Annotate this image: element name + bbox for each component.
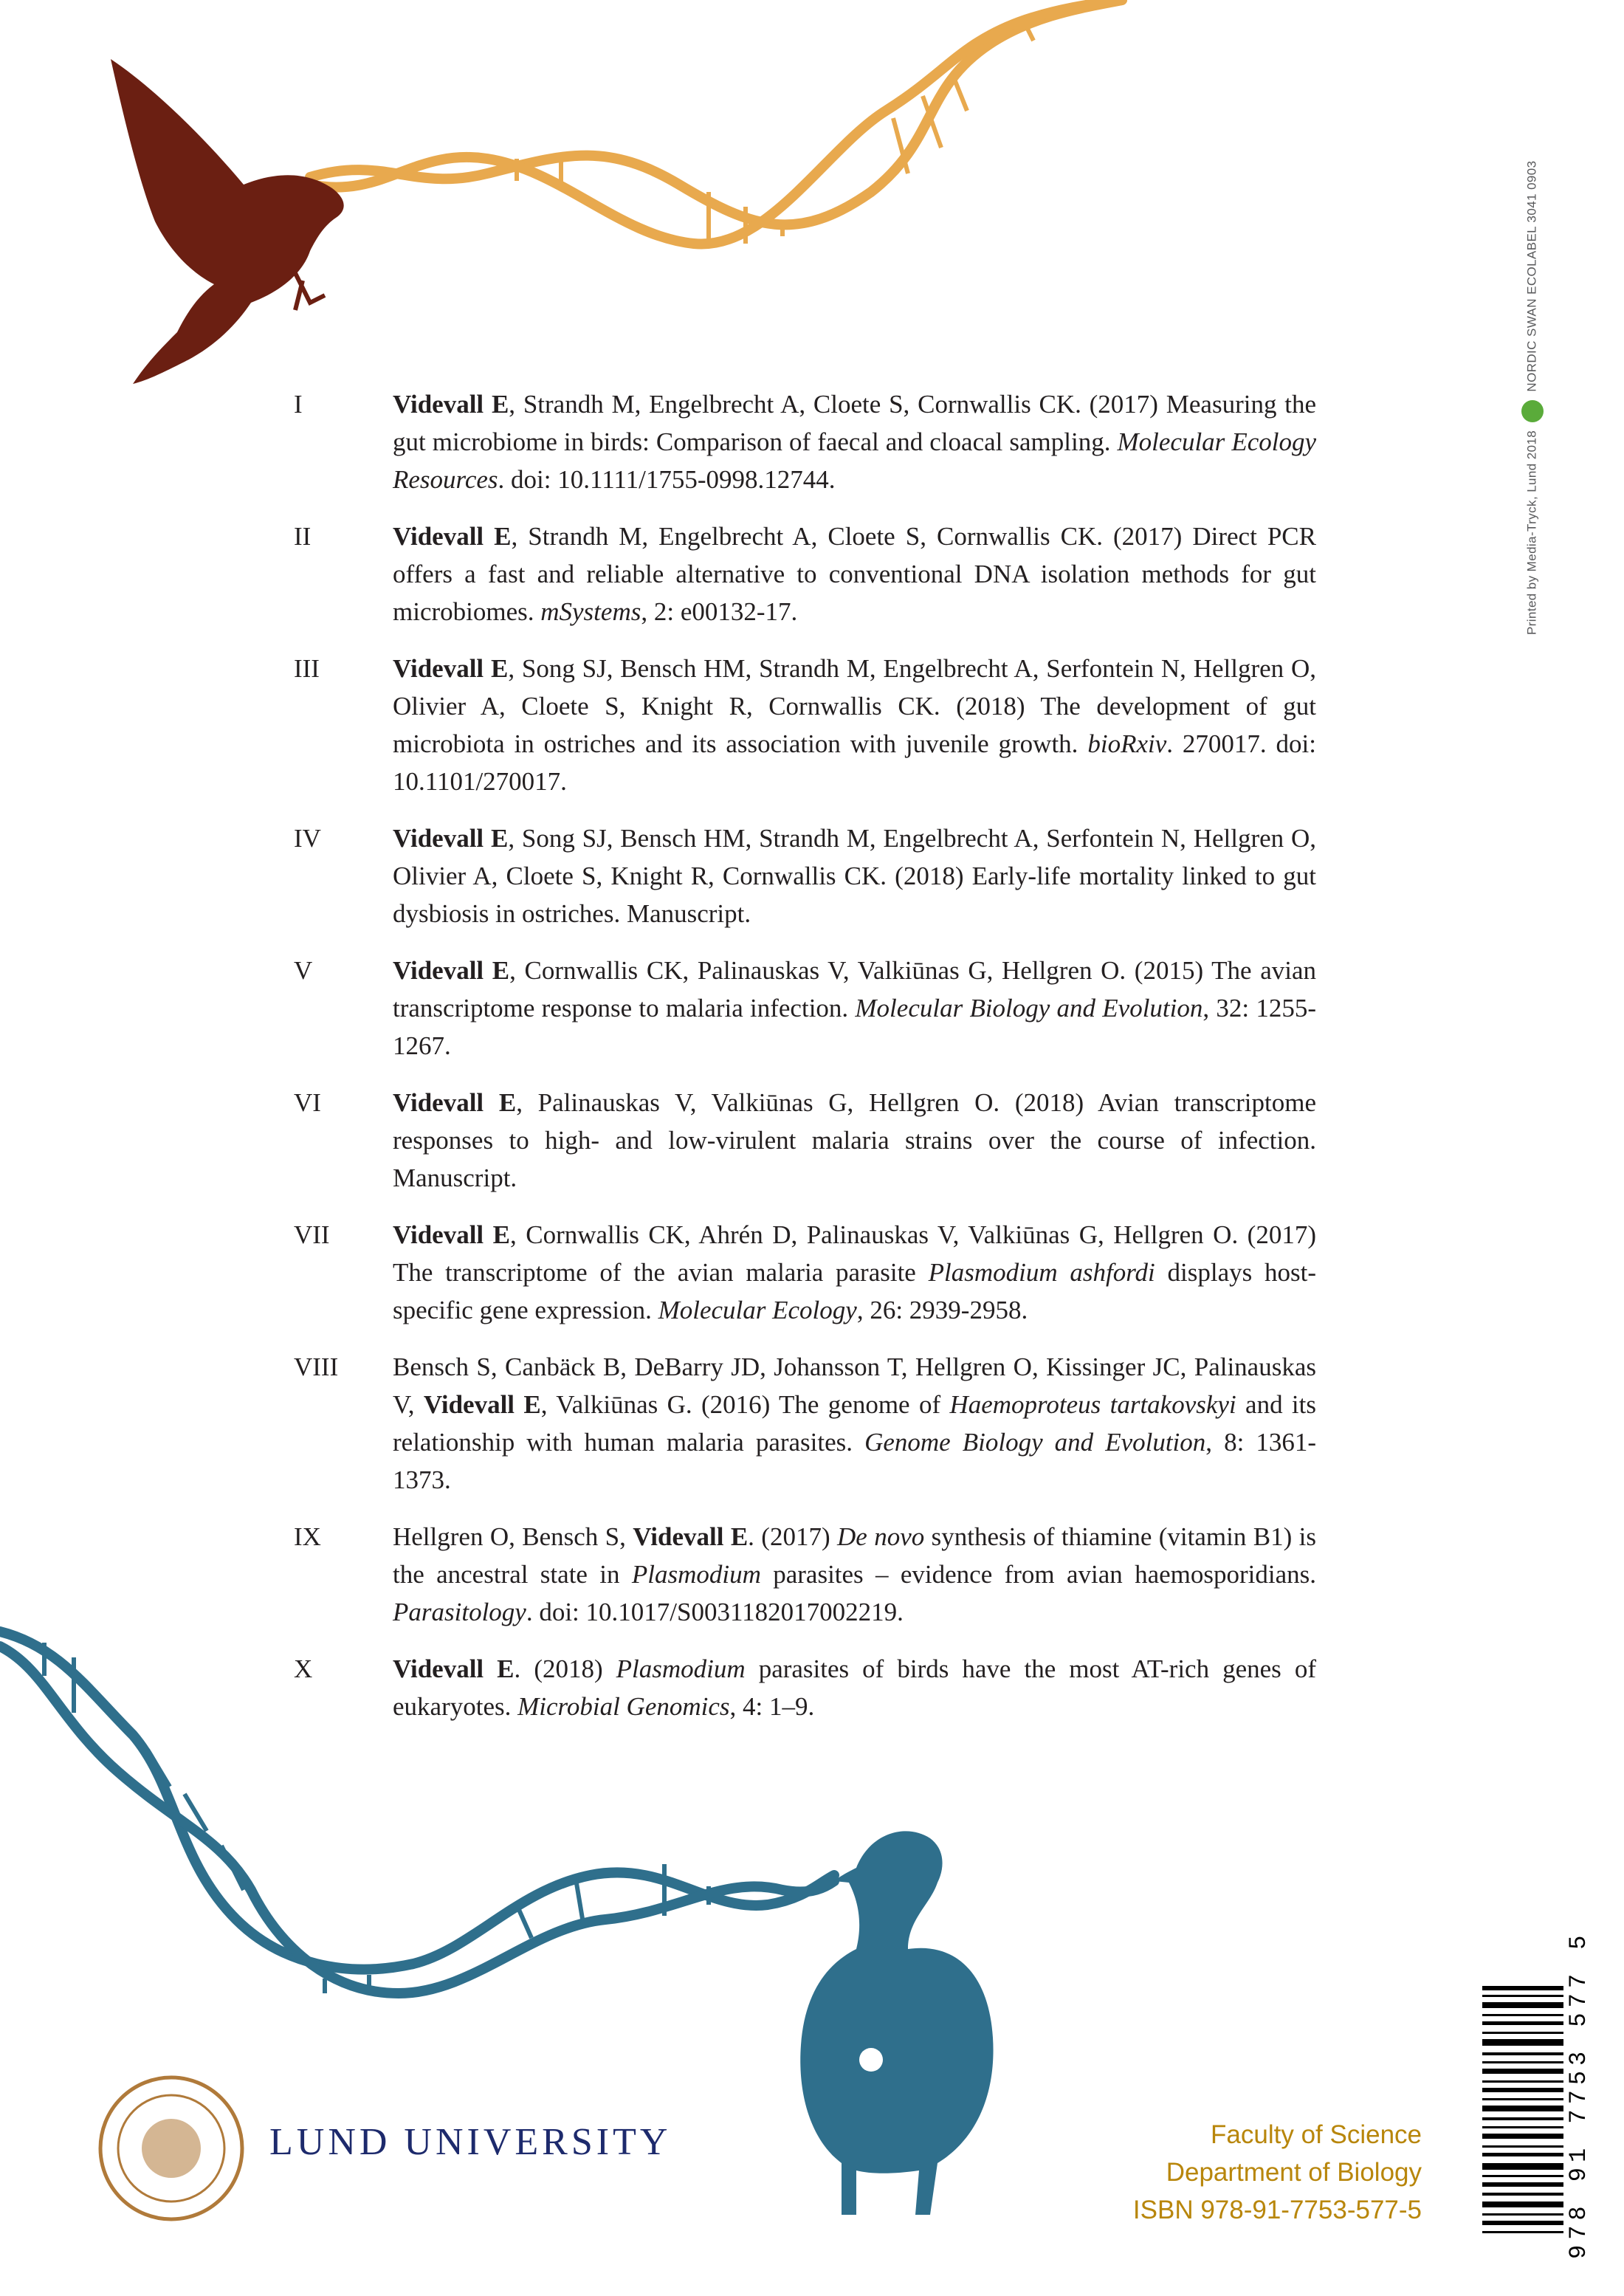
citation-bold: Videvall E [393,522,512,551]
bird-silhouette-icon [111,59,344,384]
citation-rest: , Cornwallis CK, Palinauskas V, Valkiūnas G, Hellgren O. (2015) The avian transcriptome response to malaria infection. [393,956,1316,1022]
citation-rest: , Palinauskas V, Valkiūnas G, Hellgren O. (2018) Avian transcriptome responses to high- and low-virulent malaria strains over the course of infection. Manuscript. [393,1088,1317,1192]
publication-list [294,385,1316,1745]
publication-citation [393,956,1316,1060]
citation-journal: Molecular Ecology Resources [393,427,1316,494]
publication-citation [393,1654,1316,1721]
citation-tail2: parasites – evidence from avian haemosporidians. [760,1560,1317,1589]
citation-bold: Videvall E [393,390,509,419]
publication-numeral: VIII [294,1352,339,1381]
citation-journal3: Parasitology [393,1598,526,1626]
citation-bold: Videvall E [423,1390,541,1419]
bird-legs [295,273,325,310]
citation-tail: parasites of birds have the most AT-rich genes of eukaryotes. [393,1654,1316,1721]
publication-item [294,819,1316,932]
citation-bold: Videvall E [393,956,510,985]
publication-item [294,518,1316,630]
publication-numeral: VII [294,1220,330,1249]
citation-bold: Videvall E [633,1522,749,1551]
publication-item [294,1348,1316,1499]
publication-item [294,1084,1316,1197]
citation-bold: Videvall E [393,654,509,683]
citation-tail: and its relationship with human malaria parasites. [393,1390,1316,1457]
publication-item [294,1650,1316,1725]
citation-rest: , Cornwallis CK, Ahrén D, Palinauskas V, Valkiūnas G, Hellgren O. (2017) The transcriptome of the avian malaria parasite [393,1220,1316,1287]
citation-journal: De novo [837,1522,925,1551]
citation-journal2: Plasmodium [631,1560,761,1589]
publication-item [294,385,1316,498]
dna-helix-top-icon [310,0,1122,244]
publication-citation [393,1220,1316,1324]
citation-tail2: , 4: 1–9. [729,1692,815,1721]
citation-rest: , Strandh M, Engelbrecht A, Cloete S, Cornwallis CK. (2017) Direct PCR offers a fast and reliable alternative to conventional DNA isolation methods for gut microbiomes. [393,522,1316,626]
citation-rest: , Song SJ, Bensch HM, Strandh M, Engelbrecht A, Serfontein N, Hellgren O, Olivier A, Cloete S, Knight R, Cornwallis CK. (2018) Early-life mortality linked to gut dysbiosis in ostriches. Manuscript. [393,824,1316,928]
publication-item [294,650,1316,800]
citation-journal: Molecular Biology and Evolution [855,994,1203,1022]
citation-tail: displays host-specific gene expression. [393,1258,1316,1324]
university-name: LUND UNIVERSITY [269,2121,672,2163]
citation-rest: . (2018) [514,1654,616,1683]
citation-tail: , 2: e00132-17. [641,597,798,626]
publication-citation [393,1522,1316,1626]
publication-citation [393,654,1316,796]
publication-numeral: I [294,390,303,419]
publication-citation [393,522,1316,626]
citation-lead: Hellgren O, Bensch S, [393,1522,633,1551]
citation-rest: , Strandh M, Engelbrecht A, Cloete S, Cornwallis CK. (2017) Measuring the gut microbiome in birds: Comparison of faecal and cloacal sampling. [393,390,1316,456]
citation-bold: Videvall E [393,1220,510,1249]
publication-numeral: IX [294,1522,321,1551]
publication-citation [393,390,1316,494]
publication-citation [393,1352,1316,1494]
publication-numeral: V [294,956,313,985]
citation-journal: Haemoproteus tartakovskyi [949,1390,1236,1419]
university-seal-icon [100,2077,242,2219]
citation-bold: Videvall E [393,1654,515,1683]
citation-tail: synthesis of thiamine (vitamin B1) is the ancestral state in [393,1522,1316,1589]
department-line: Department of Biology [1166,2158,1422,2187]
citation-rest: , Valkiūnas G. (2016) The genome of [540,1390,950,1419]
faculty-line: Faculty of Science [1211,2120,1422,2149]
printer-text: Printed by Media-Tryck, Lund 2018 [1524,430,1539,635]
citation-tail3: . doi: 10.1017/S0031182017002219. [526,1598,904,1626]
citation-bold: Videvall E [393,1088,517,1117]
citation-journal: Plasmodium [616,1654,746,1683]
citation-journal2: Microbial Genomics [517,1692,730,1721]
citation-rest: . (2017) [748,1522,838,1551]
publication-numeral: III [294,654,320,683]
publication-item [294,952,1316,1065]
publication-numeral: X [294,1654,313,1683]
publication-item [294,1216,1316,1329]
citation-journal: mSystems [540,597,641,626]
barcode-icon [1482,1986,1563,2233]
publication-numeral: IV [294,824,321,853]
barcode-digits: 978 91 7753 577 5 [1565,1930,1592,2259]
publication-citation [393,824,1316,928]
citation-journal: bioRxiv [1087,729,1167,758]
publication-numeral: II [294,522,312,551]
citation-journal2: Genome Biology and Evolution [864,1428,1206,1457]
citation-tail: . doi: 10.1111/1755-0998.12744. [498,465,836,494]
citation-rest: , Song SJ, Bensch HM, Strandh M, Engelbrecht A, Serfontein N, Hellgren O, Olivier A, Cloete S, Knight R, Cornwallis CK. (2018) The development of gut microbiota in ostriches and its association with juvenile growth. [393,654,1316,758]
footer-info [1070,2116,1422,2229]
printer-ecolabel-note [1521,161,1544,636]
sun-parasite-icon [859,2048,883,2072]
citation-lead: Bensch S, Canbäck B, DeBarry JD, Johansson T, Hellgren O, Kissinger JC, Palinauskas V, [393,1352,1316,1419]
citation-journal: Plasmodium ashfordi [928,1258,1155,1287]
publication-numeral: VI [294,1088,321,1117]
citation-tail: . 270017. doi: 10.1101/270017. [393,729,1316,796]
citation-bold: Videvall E [393,824,509,853]
publication-item [294,1518,1316,1631]
citation-tail2: , 26: 2939-2958. [856,1296,1028,1324]
ecolabel-text: NORDIC SWAN ECOLABEL 3041 0903 [1524,160,1539,392]
citation-journal2: Molecular Ecology [658,1296,857,1324]
citation-tail2: , 8: 1361-1373. [393,1428,1316,1494]
citation-tail: , 32: 1255-1267. [393,994,1316,1060]
nordic-swan-icon [1521,400,1544,422]
publication-citation [393,1088,1316,1192]
isbn-line: ISBN 978-91-7753-577-5 [1132,2196,1422,2224]
